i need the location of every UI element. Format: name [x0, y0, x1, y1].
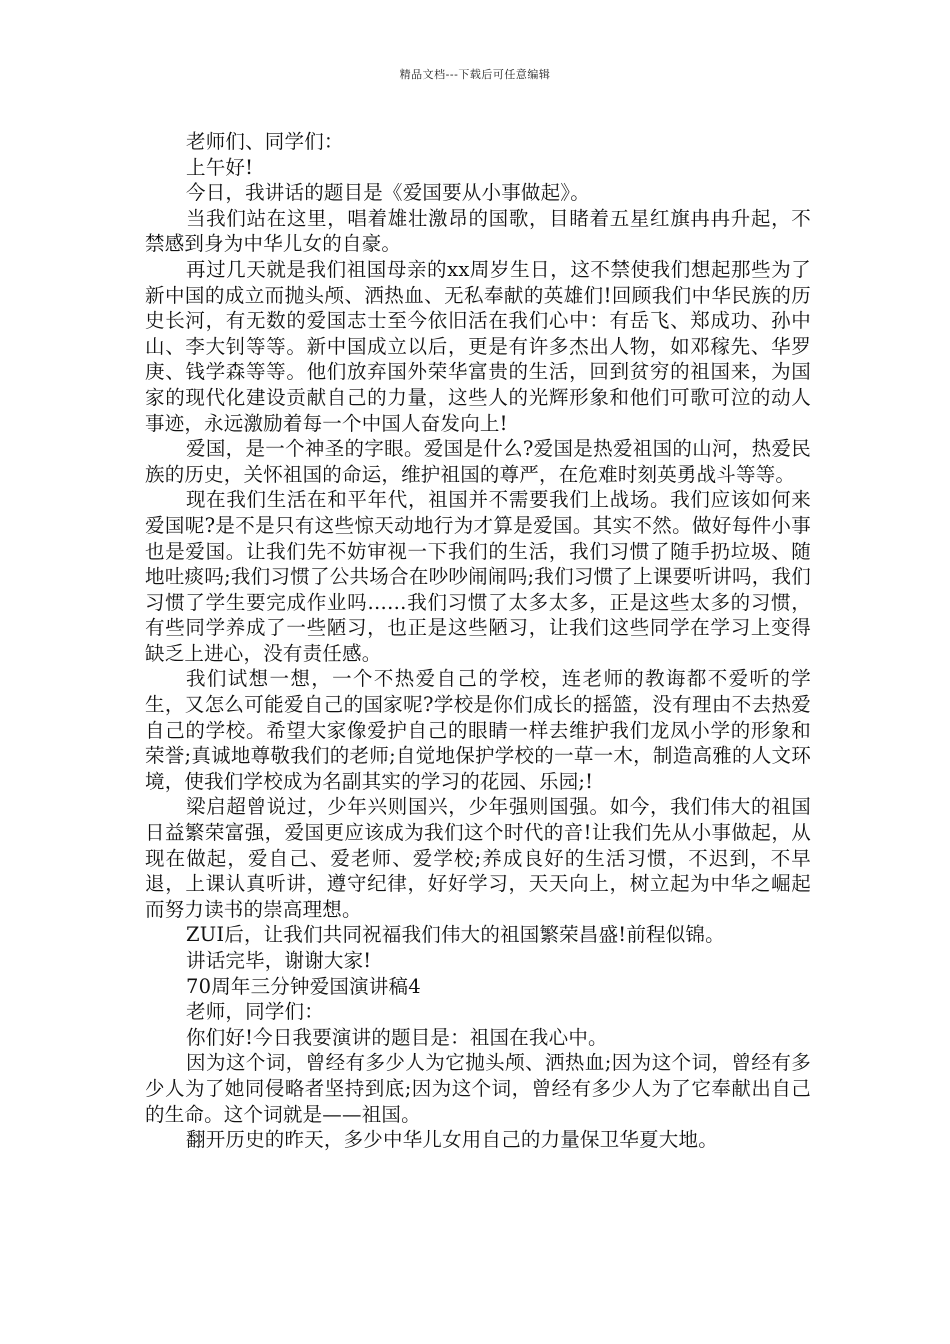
paragraph-this-word: 因为这个词，曾经有多少人为它抛头颅、洒热血;因为这个词，曾经有多少人为了她同侵略者坚持到底;因为这个词，曾经有多少人为了它奉献出自己的生命。这个词就是——祖国。	[145, 1051, 811, 1126]
document-body	[145, 129, 811, 1153]
paragraph-peaceful-era: 现在我们生活在和平年代，祖国并不需要我们上战场。我们应该如何来爱国呢?是不是只有这些惊天动地行为才算是爱国。其实不然。做好每件小事也是爱国。让我们先不妨审视一下我们的生活，我们习惯了随手扔垃圾、随地吐痰吗;我们习惯了公共场合在吵吵闹闹吗;我们习惯了上课要听讲吗，我们习惯了学生要完成作业吗……我们习惯了太多太多，正是这些太多的习惯，有些同学养成了一些陋习，也正是这些陋习，让我们这些同学在学习上变得缺乏上进心，没有责任感。	[145, 488, 811, 665]
paragraph-greeting: 老师们、同学们：	[186, 130, 344, 153]
paragraph-love-school: 我们试想一想，一个不热爱自己的学校，连老师的教诲都不爱听的学生，又怎么可能爱自己的国家呢?学校是你们成长的摇篮，没有理由不去热爱自己的学校。希望大家像爱护自己的眼睛一样去维护我们龙凤小学的形象和荣誉;真诚地尊敬我们的老师;自觉地保护学校的一草一木，制造高雅的人文环境，使我们学校成为名副其实的学习的花园、乐园;!	[145, 667, 811, 793]
section-title: 70周年三分钟爱国演讲稿4	[186, 974, 421, 998]
paragraph-good-morning: 上午好!	[186, 155, 254, 179]
paragraph-closing-wish: ZUI后，让我们共同祝福我们伟大的祖国繁荣昌盛!前程似锦。	[186, 923, 725, 947]
page-header: 精品文档---下载后可任意编辑	[399, 68, 551, 81]
paragraph-topic: 今日，我讲话的题目是《爱国要从小事做起》。	[186, 181, 590, 205]
paragraph-history: 翻开历史的昨天，多少中华儿女用自己的力量保卫华夏大地。	[186, 1128, 718, 1152]
paragraph-anthem: 当我们站在这里，唱着雄壮激昂的国歌，目睹着五星红旗冉冉升起，不禁感到身为中华儿女的自豪。	[145, 206, 811, 256]
paragraph-what-is-patriotism: 爱国，是一个神圣的字眼。爱国是什么?爱国是热爱祖国的山河，热爱民族的历史，关怀祖国的命运，维护祖国的尊严，在危难时刻英勇战斗等等。	[145, 437, 811, 486]
paragraph-greeting-2: 老师，同学们：	[186, 1000, 324, 1024]
paragraph-liang-qichao: 梁启超曾说过，少年兴则国兴，少年强则国强。如今，我们伟大的祖国日益繁荣富强，爱国更应该成为我们这个时代的音!让我们先从小事做起，从现在做起，爱自己、爱老师、爱学校;养成良好的生活习惯，不迟到，不早退，上课认真听讲，遵守纪律，好好学习，天天向上，树立起为中华之崛起而努力读书的崇高理想。	[145, 795, 811, 921]
paragraph-heroes: 再过几天就是我们祖国母亲的xx周岁生日，这不禁使我们想起那些为了新中国的成立而抛头颅、洒热血、无私奉献的英雄们!回顾我们中华民族的历史长河，有无数的爱国志士至今依旧活在我们心中：有岳飞、郑成功、孙中山、李大钊等等。新中国成立以后，更是有许多杰出人物，如邓稼先、华罗庚、钱学森等等。他们放弃国外荣华富贵的生活，回到贫穷的祖国来，为国家的现代化建设贡献自己的力量，这些人的光辉形象和他们可歌可泣的动人事迹，永远激励着每一个中国人奋发向上!	[145, 257, 811, 435]
paragraph-topic-2: 你们好!今日我要演讲的题目是：祖国在我心中。	[186, 1025, 608, 1049]
paragraph-thanks: 讲话完毕，谢谢大家!	[186, 949, 372, 972]
